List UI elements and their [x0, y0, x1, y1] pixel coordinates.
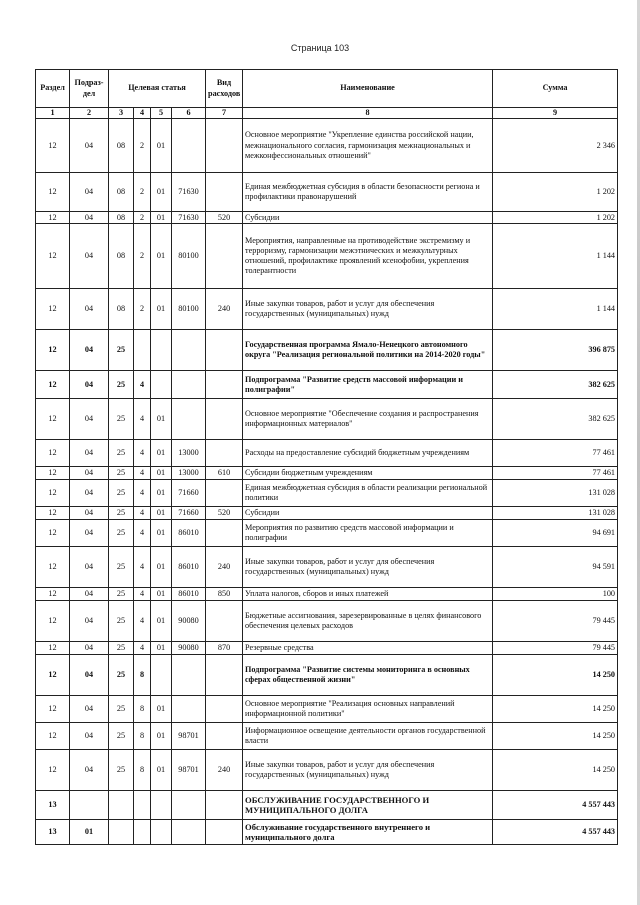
cell-target-b — [134, 791, 151, 820]
cell-target-a — [109, 820, 134, 845]
cell-target-a: 25 — [109, 601, 134, 642]
table-row — [36, 330, 618, 371]
cell-name: Единая межбюджетная субсидия в области безопасности региона и профилактики правонарушений — [243, 173, 493, 212]
cell-vid: 850 — [206, 588, 243, 601]
cell-razdel: 12 — [36, 399, 70, 440]
cell-target-c: 01 — [151, 173, 172, 212]
cell-razdel: 12 — [36, 723, 70, 750]
cell-target-b: 4 — [134, 507, 151, 520]
cell-target-a: 25 — [109, 440, 134, 467]
cell-podrazdel: 04 — [70, 289, 109, 330]
cell-target-a: 25 — [109, 655, 134, 696]
cell-name: Резервные средства — [243, 642, 493, 655]
col-number: 6 — [172, 108, 206, 119]
cell-name: Субсидии — [243, 212, 493, 224]
cell-target-c: 01 — [151, 750, 172, 791]
cell-sum: 382 625 — [493, 399, 618, 440]
col-number: 1 — [36, 108, 70, 119]
cell-target-d: 90080 — [172, 642, 206, 655]
cell-podrazdel: 04 — [70, 655, 109, 696]
cell-vid — [206, 224, 243, 289]
cell-vid: 240 — [206, 750, 243, 791]
table-row — [36, 750, 618, 791]
cell-name: ОБСЛУЖИВАНИЕ ГОСУДАРСТВЕННОГО И МУНИЦИПАЛЬНОГО ДОЛГА — [243, 791, 493, 820]
table-row — [36, 440, 618, 467]
cell-target-c: 01 — [151, 480, 172, 507]
cell-name: Иные закупки товаров, работ и услуг для обеспечения государственных (муниципальных) нужд — [243, 289, 493, 330]
cell-razdel: 12 — [36, 655, 70, 696]
budget-table — [35, 69, 618, 845]
cell-target-a: 25 — [109, 399, 134, 440]
cell-target-a: 25 — [109, 588, 134, 601]
table-row — [36, 371, 618, 399]
cell-name: Иные закупки товаров, работ и услуг для обеспечения государственных (муниципальных) нужд — [243, 750, 493, 791]
cell-sum: 14 250 — [493, 723, 618, 750]
cell-razdel: 12 — [36, 224, 70, 289]
cell-target-b: 4 — [134, 399, 151, 440]
cell-razdel: 12 — [36, 642, 70, 655]
cell-podrazdel: 04 — [70, 330, 109, 371]
cell-target-c: 01 — [151, 696, 172, 723]
cell-target-c: 01 — [151, 212, 172, 224]
cell-name: Мероприятия по развитию средств массовой информации и полиграфии — [243, 520, 493, 547]
cell-target-d — [172, 696, 206, 723]
cell-razdel: 12 — [36, 173, 70, 212]
cell-target-a: 25 — [109, 371, 134, 399]
cell-target-b: 4 — [134, 601, 151, 642]
cell-target-d: 13000 — [172, 467, 206, 480]
cell-podrazdel: 04 — [70, 696, 109, 723]
cell-vid: 520 — [206, 212, 243, 224]
cell-target-c — [151, 655, 172, 696]
cell-target-c — [151, 820, 172, 845]
cell-podrazdel: 04 — [70, 371, 109, 399]
cell-podrazdel: 04 — [70, 224, 109, 289]
cell-target-a: 25 — [109, 750, 134, 791]
cell-target-d — [172, 371, 206, 399]
cell-podrazdel: 01 — [70, 820, 109, 845]
cell-target-a: 08 — [109, 119, 134, 173]
cell-vid — [206, 601, 243, 642]
cell-podrazdel: 04 — [70, 119, 109, 173]
cell-podrazdel: 04 — [70, 440, 109, 467]
cell-sum: 1 202 — [493, 173, 618, 212]
cell-name: Государственная программа Ямало-Ненецкого автономного округа "Реализация региональной политики на 2014-2020 годы" — [243, 330, 493, 371]
col-number: 7 — [206, 108, 243, 119]
cell-target-c: 01 — [151, 224, 172, 289]
cell-target-b: 8 — [134, 723, 151, 750]
cell-podrazdel: 04 — [70, 399, 109, 440]
cell-name: Основное мероприятие "Реализация основных направлений информационной политики" — [243, 696, 493, 723]
cell-target-d: 80100 — [172, 224, 206, 289]
cell-podrazdel: 04 — [70, 588, 109, 601]
cell-razdel: 12 — [36, 371, 70, 399]
cell-target-c: 01 — [151, 440, 172, 467]
cell-razdel: 12 — [36, 440, 70, 467]
cell-target-c: 01 — [151, 289, 172, 330]
cell-name: Мероприятия, направленные на противодействие экстремизму и терроризму, гармонизации межэтнических и межкультурных отношений, профилактике проявлений ксенофобии, укрепления толерантности — [243, 224, 493, 289]
cell-name: Информационное освещение деятельности органов государственной власти — [243, 723, 493, 750]
header-razdel: Раздел — [36, 70, 70, 108]
cell-target-d: 98701 — [172, 723, 206, 750]
cell-razdel: 13 — [36, 820, 70, 845]
cell-sum: 131 028 — [493, 507, 618, 520]
table-row — [36, 642, 618, 655]
cell-vid — [206, 791, 243, 820]
cell-target-b: 2 — [134, 173, 151, 212]
cell-sum: 77 461 — [493, 440, 618, 467]
cell-podrazdel: 04 — [70, 723, 109, 750]
cell-sum: 382 625 — [493, 371, 618, 399]
cell-target-d: 71660 — [172, 507, 206, 520]
cell-target-d: 13000 — [172, 440, 206, 467]
cell-podrazdel: 04 — [70, 467, 109, 480]
cell-target-a: 25 — [109, 520, 134, 547]
cell-podrazdel: 04 — [70, 507, 109, 520]
cell-target-a: 08 — [109, 173, 134, 212]
cell-razdel: 12 — [36, 750, 70, 791]
cell-name: Иные закупки товаров, работ и услуг для обеспечения государственных (муниципальных) нужд — [243, 547, 493, 588]
cell-target-a: 08 — [109, 212, 134, 224]
cell-target-a: 25 — [109, 507, 134, 520]
table-row — [36, 655, 618, 696]
cell-sum: 131 028 — [493, 480, 618, 507]
cell-target-b: 2 — [134, 119, 151, 173]
cell-target-d — [172, 330, 206, 371]
cell-sum: 1 202 — [493, 212, 618, 224]
cell-vid: 520 — [206, 507, 243, 520]
cell-target-b: 4 — [134, 467, 151, 480]
cell-razdel: 12 — [36, 289, 70, 330]
cell-razdel: 12 — [36, 212, 70, 224]
cell-target-b: 4 — [134, 547, 151, 588]
cell-sum: 79 445 — [493, 642, 618, 655]
cell-vid — [206, 440, 243, 467]
cell-sum: 94 691 — [493, 520, 618, 547]
cell-razdel: 13 — [36, 791, 70, 820]
cell-target-b: 4 — [134, 642, 151, 655]
cell-name: Единая межбюджетная субсидия в области реализации региональной политики — [243, 480, 493, 507]
col-number: 2 — [70, 108, 109, 119]
cell-target-a: 25 — [109, 480, 134, 507]
cell-target-d: 86010 — [172, 588, 206, 601]
cell-sum: 14 250 — [493, 750, 618, 791]
cell-sum: 94 591 — [493, 547, 618, 588]
cell-target-c: 01 — [151, 119, 172, 173]
cell-vid — [206, 173, 243, 212]
cell-vid — [206, 119, 243, 173]
cell-name: Расходы на предоставление субсидий бюджетным учреждениям — [243, 440, 493, 467]
cell-target-d: 71630 — [172, 212, 206, 224]
cell-target-b — [134, 820, 151, 845]
cell-razdel: 12 — [36, 467, 70, 480]
cell-razdel: 12 — [36, 588, 70, 601]
cell-target-d: 86010 — [172, 547, 206, 588]
table-row — [36, 289, 618, 330]
table-row — [36, 399, 618, 440]
table-row — [36, 588, 618, 601]
table-row — [36, 696, 618, 723]
cell-podrazdel: 04 — [70, 642, 109, 655]
cell-razdel: 12 — [36, 507, 70, 520]
cell-target-a — [109, 791, 134, 820]
cell-name: Обслуживание государственного внутреннего и муниципального долга — [243, 820, 493, 845]
cell-vid: 870 — [206, 642, 243, 655]
cell-target-c — [151, 371, 172, 399]
cell-target-b: 4 — [134, 480, 151, 507]
cell-sum: 2 346 — [493, 119, 618, 173]
cell-vid — [206, 330, 243, 371]
cell-target-c: 01 — [151, 642, 172, 655]
cell-target-c: 01 — [151, 723, 172, 750]
cell-sum: 396 875 — [493, 330, 618, 371]
cell-target-d — [172, 399, 206, 440]
cell-target-b: 4 — [134, 520, 151, 547]
cell-target-b: 4 — [134, 588, 151, 601]
cell-name: Бюджетные ассигнования, зарезервированные в целях финансового обеспечения целевых расходов — [243, 601, 493, 642]
cell-sum: 77 461 — [493, 467, 618, 480]
cell-target-d — [172, 119, 206, 173]
cell-razdel: 12 — [36, 601, 70, 642]
cell-razdel: 12 — [36, 547, 70, 588]
cell-vid — [206, 371, 243, 399]
table-row — [36, 173, 618, 212]
cell-target-d — [172, 655, 206, 696]
cell-target-b: 4 — [134, 371, 151, 399]
cell-target-c: 01 — [151, 547, 172, 588]
cell-vid: 240 — [206, 547, 243, 588]
cell-podrazdel: 04 — [70, 750, 109, 791]
cell-podrazdel: 04 — [70, 212, 109, 224]
cell-target-b: 2 — [134, 224, 151, 289]
cell-target-a: 25 — [109, 467, 134, 480]
cell-target-b: 8 — [134, 655, 151, 696]
col-number: 3 — [109, 108, 134, 119]
cell-target-b: 8 — [134, 750, 151, 791]
table-row — [36, 601, 618, 642]
table-row — [36, 547, 618, 588]
cell-razdel: 12 — [36, 520, 70, 547]
cell-podrazdel: 04 — [70, 480, 109, 507]
cell-target-a: 25 — [109, 723, 134, 750]
cell-target-b: 2 — [134, 289, 151, 330]
cell-sum: 4 557 443 — [493, 791, 618, 820]
column-number-row — [36, 108, 618, 119]
cell-target-d: 71630 — [172, 173, 206, 212]
cell-podrazdel: 04 — [70, 547, 109, 588]
cell-target-d: 80100 — [172, 289, 206, 330]
cell-razdel: 12 — [36, 330, 70, 371]
table-row — [36, 467, 618, 480]
cell-vid — [206, 480, 243, 507]
cell-target-d — [172, 820, 206, 845]
cell-sum: 4 557 443 — [493, 820, 618, 845]
col-number: 4 — [134, 108, 151, 119]
cell-podrazdel: 04 — [70, 173, 109, 212]
cell-sum: 1 144 — [493, 224, 618, 289]
cell-target-a: 25 — [109, 330, 134, 371]
cell-vid — [206, 399, 243, 440]
table-row — [36, 212, 618, 224]
cell-target-a: 25 — [109, 547, 134, 588]
table-row — [36, 119, 618, 173]
cell-target-c: 01 — [151, 520, 172, 547]
cell-podrazdel — [70, 791, 109, 820]
table-row — [36, 820, 618, 845]
header-row — [36, 70, 618, 108]
cell-target-c: 01 — [151, 588, 172, 601]
cell-target-d — [172, 791, 206, 820]
cell-vid: 610 — [206, 467, 243, 480]
header-vid-rashodov: Вид расходов — [206, 70, 243, 108]
table-row — [36, 520, 618, 547]
cell-sum: 1 144 — [493, 289, 618, 330]
cell-target-a: 25 — [109, 696, 134, 723]
cell-name: Уплата налогов, сборов и иных платежей — [243, 588, 493, 601]
cell-name: Субсидии бюджетным учреждениям — [243, 467, 493, 480]
cell-target-b: 2 — [134, 212, 151, 224]
table-row — [36, 480, 618, 507]
header-target-article: Целевая статья — [109, 70, 206, 108]
cell-podrazdel: 04 — [70, 520, 109, 547]
table-row — [36, 507, 618, 520]
cell-vid: 240 — [206, 289, 243, 330]
cell-target-d: 90080 — [172, 601, 206, 642]
header-name: Наименование — [243, 70, 493, 108]
cell-sum: 14 250 — [493, 696, 618, 723]
cell-target-a: 08 — [109, 224, 134, 289]
cell-target-c: 01 — [151, 601, 172, 642]
table-row — [36, 723, 618, 750]
cell-target-c: 01 — [151, 507, 172, 520]
cell-vid — [206, 696, 243, 723]
cell-target-d: 71660 — [172, 480, 206, 507]
header-podrazdel: Подраз- дел — [70, 70, 109, 108]
cell-vid — [206, 655, 243, 696]
cell-target-b — [134, 330, 151, 371]
table-row — [36, 224, 618, 289]
col-number: 9 — [493, 108, 618, 119]
cell-vid — [206, 520, 243, 547]
cell-podrazdel: 04 — [70, 601, 109, 642]
cell-sum: 14 250 — [493, 655, 618, 696]
cell-name: Основное мероприятие "Укрепление единства российской нации, межнационального согласия, гармонизация межнациональных и межконфессиональных отношений" — [243, 119, 493, 173]
cell-razdel: 12 — [36, 480, 70, 507]
cell-name: Основное мероприятие "Обеспечение создания и распространения информационных материалов" — [243, 399, 493, 440]
cell-sum: 79 445 — [493, 601, 618, 642]
cell-razdel: 12 — [36, 696, 70, 723]
table-body — [36, 119, 618, 845]
cell-target-a: 08 — [109, 289, 134, 330]
cell-target-c: 01 — [151, 467, 172, 480]
table-row — [36, 791, 618, 820]
cell-target-c — [151, 791, 172, 820]
cell-target-c — [151, 330, 172, 371]
cell-target-a: 25 — [109, 642, 134, 655]
cell-target-d: 98701 — [172, 750, 206, 791]
cell-vid — [206, 723, 243, 750]
cell-sum: 100 — [493, 588, 618, 601]
col-number: 5 — [151, 108, 172, 119]
cell-razdel: 12 — [36, 119, 70, 173]
cell-name: Подпрограмма "Развитие средств массовой информации и полиграфии" — [243, 371, 493, 399]
cell-target-b: 8 — [134, 696, 151, 723]
cell-target-b: 4 — [134, 440, 151, 467]
cell-name: Субсидии — [243, 507, 493, 520]
col-number: 8 — [243, 108, 493, 119]
cell-target-d: 86010 — [172, 520, 206, 547]
cell-name: Подпрограмма "Развитие системы мониторинга в основных сферах общественной жизни" — [243, 655, 493, 696]
cell-vid — [206, 820, 243, 845]
page-number-label: Страница 103 — [290, 43, 350, 53]
cell-target-c: 01 — [151, 399, 172, 440]
header-sum: Сумма — [493, 70, 618, 108]
